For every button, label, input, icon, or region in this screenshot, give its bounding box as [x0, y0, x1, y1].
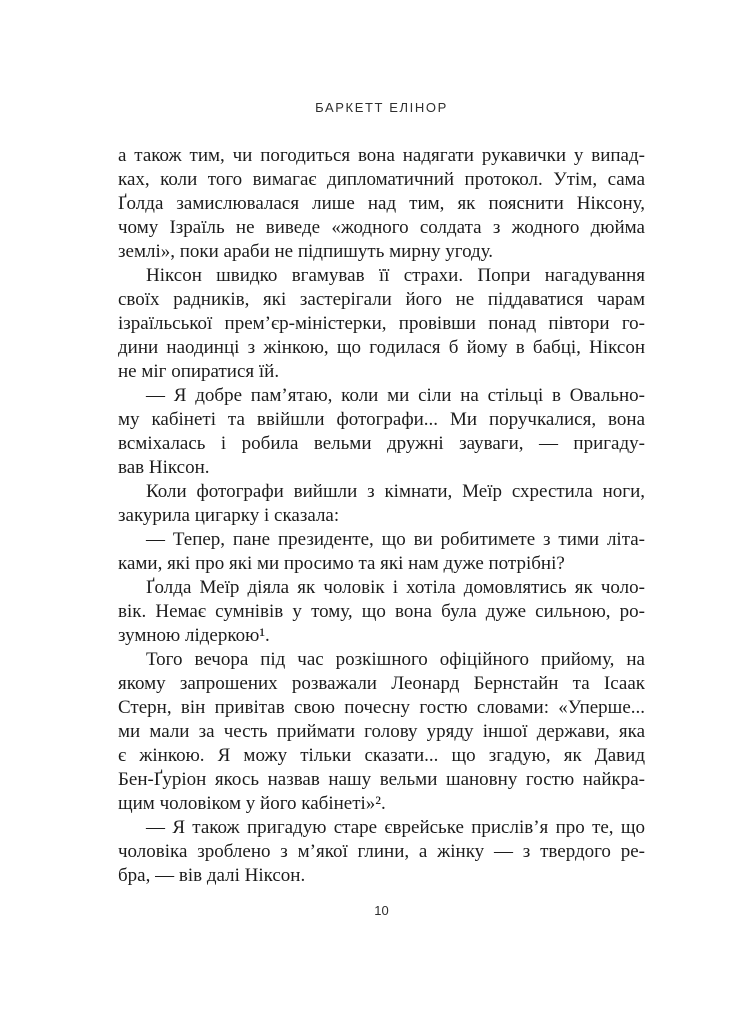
text-line: — Тепер, пане президенте, що ви робитимете з тими літа- — [146, 529, 645, 550]
paragraph — [118, 144, 645, 264]
text-line: землі», поки араби не підпишуть мирну угоду. — [118, 241, 494, 262]
text-line: зумною лідеркою¹. — [118, 625, 270, 646]
text-line: є жінкою. Я можу тільки сказати... що згадую, як Давид — [118, 745, 645, 766]
text-line: — Я добре пам’ятаю, коли ми сіли на стільці в Овально- — [146, 385, 645, 406]
paragraph — [118, 384, 645, 480]
paragraph — [118, 816, 645, 888]
text-line: ми мали за честь приймати голову уряду іншої держави, яка — [118, 721, 645, 742]
paragraph — [118, 648, 645, 816]
text-line: ках, коли того вимагає дипломатичний протокол. Утім, сама — [118, 169, 645, 190]
text-line: всміхалась і робила вельми дружні зауваги, — пригаду- — [118, 433, 645, 454]
text-line: якому запрошених розважали Леонард Бернстайн та Ісаак — [118, 673, 645, 694]
text-line: му кабінеті та ввійшли фотографи... Ми поручкалися, вона — [118, 409, 645, 430]
text-line: — Я також пригадую старе єврейське прислів’я про те, що — [146, 817, 645, 838]
paragraph — [118, 264, 645, 384]
text-line: не міг опиратися їй. — [118, 361, 280, 382]
text-line: чоловіка зроблено з м’якої глини, а жінку — з твердого ре- — [118, 841, 645, 862]
text-line: ками, які про які ми просимо та які нам дуже потрібні? — [118, 553, 565, 574]
text-line: Ґолда Меїр діяла як чоловік і хотіла домовлятись як чоло- — [146, 577, 645, 598]
body-text — [118, 144, 645, 888]
text-line: своїх радників, які застерігали його не піддаватися чарам — [118, 289, 645, 310]
text-line: Ґолда замислювалася лише над тим, як пояснити Ніксону, — [118, 193, 645, 214]
text-line: закурила цигарку і сказала: — [118, 505, 340, 526]
text-line: вав Ніксон. — [118, 457, 210, 478]
running-header: БАРКЕТТ ЕЛІНОР — [315, 100, 448, 115]
text-line: вік. Немає сумнівів у тому, що вона була дуже сильною, ро- — [118, 601, 645, 622]
text-line: Того вечора під час розкішного офіційного прийому, на — [146, 649, 645, 670]
text-line: Бен-Ґуріон якось назвав нашу вельми шановну гостю найкра- — [118, 769, 645, 790]
text-line: ізраїльської прем’єр-міністерки, провівши понад півтори го- — [118, 313, 645, 334]
paragraph — [118, 480, 645, 528]
paragraph — [118, 576, 645, 648]
text-line: чому Ізраїль не виведе «жодного солдата з жодного дюйма — [118, 217, 645, 238]
page-number: 10 — [374, 903, 389, 918]
text-line: щим чоловіком у його кабінеті»². — [118, 793, 386, 814]
text-line: дини наодинці з жінкою, що годилася б йому в бабці, Ніксон — [118, 337, 645, 358]
text-line: Стерн, він привітав свою почесну гостю словами: «Уперше... — [118, 697, 645, 718]
text-line: а також тим, чи погодиться вона надягати рукавички у випад- — [118, 145, 645, 166]
text-line: Ніксон швидко вгамував її страхи. Попри нагадування — [146, 265, 645, 286]
text-line: бра, — вів далі Ніксон. — [118, 865, 306, 886]
text-line: Коли фотографи вийшли з кімнати, Меїр схрестила ноги, — [146, 481, 645, 502]
paragraph — [118, 528, 645, 576]
